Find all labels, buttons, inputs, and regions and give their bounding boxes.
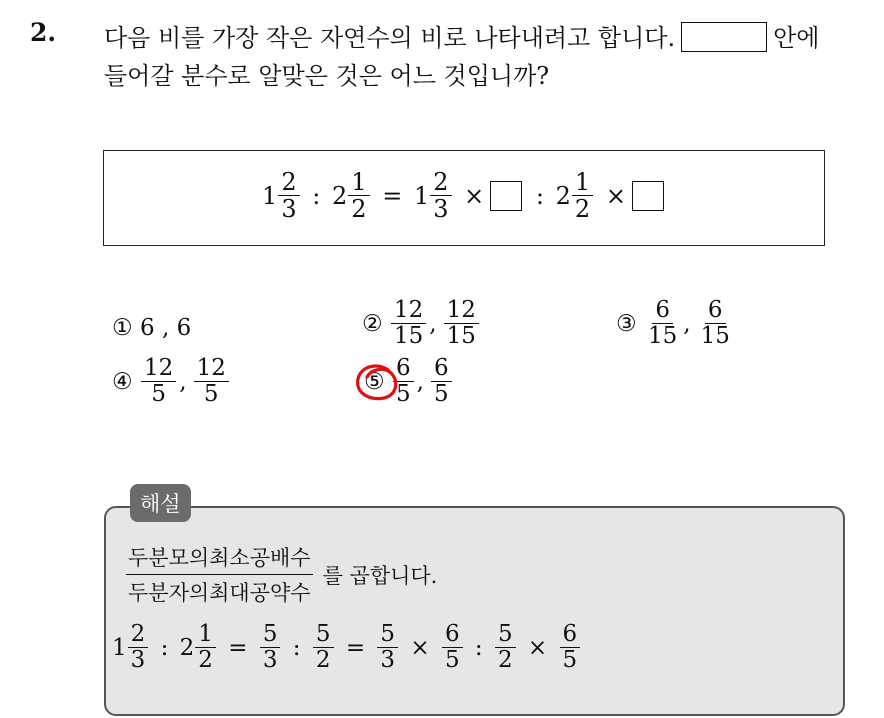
colon: : [474,634,483,661]
fraction [391,298,426,350]
times-sign: × [410,634,430,661]
fraction [572,169,593,223]
question-text-after-blank: 안에 [773,24,820,52]
option-number: ⑤ [364,368,385,395]
denominator: 3 [380,647,396,674]
solution-panel [104,506,845,716]
numerator: 6 [431,356,452,382]
fraction [645,298,680,350]
question-text-before-blank: 다음 비를 가장 작은 자연수의 비로 나타내려고 합니다. [104,24,676,52]
denominator: 2 [315,647,331,674]
question-text-line2: 들어갈 분수로 알맞은 것은 어느 것입니까? [104,62,550,90]
option-3[interactable] [616,298,734,350]
numerator: 6 [393,356,414,382]
denominator: 3 [130,647,146,674]
option-number: ② [362,310,383,337]
mixed-whole: 2 [555,181,571,210]
denominator: 5 [562,647,578,674]
fraction [430,169,451,223]
numerator: 6 [560,622,581,648]
fraction [128,622,149,674]
option-number: ④ [112,368,133,395]
separator: , [683,310,691,337]
separator: , [429,310,437,337]
denominator: 2 [351,195,367,224]
denominator: 3 [262,647,278,674]
numerator: 1 [348,169,369,196]
solution-explanation [126,542,437,607]
fraction [560,622,581,674]
equals-sign: = [345,634,366,661]
numerator: 12 [141,356,176,382]
times-sign: × [527,634,548,661]
numerator: 2 [278,169,299,196]
numerator: 5 [377,622,398,648]
times-sign: × [605,181,626,210]
explanation-text: 를 곱합니다. [322,563,438,588]
denominator: 3 [281,195,297,224]
equation-box [103,150,825,246]
denominator: 15 [394,323,424,350]
fraction [442,622,463,674]
answer-circle-mark [355,362,401,402]
fraction [313,622,334,674]
option-2[interactable] [362,298,480,350]
question-text-line1 [104,18,819,53]
numerator: 6 [442,622,463,648]
fraction [377,622,398,674]
numerator: 6 [652,298,673,324]
numerator: 5 [313,622,334,648]
colon: : [292,634,301,661]
fraction [195,622,216,674]
colon: : [312,181,321,210]
numerator: 2 [128,622,149,648]
mixed-whole: 1 [413,181,430,210]
question-number: 2. [30,18,57,47]
numerator: 5 [260,622,281,648]
equals-sign: = [382,181,403,210]
fraction [278,169,299,223]
mixed-whole: 1 [112,634,127,661]
option-number: ① [112,315,133,341]
solution-tag: 해설 [130,484,191,522]
numerator: 12 [194,356,229,382]
denominator: 2 [198,647,213,674]
mixed-whole: 1 [262,181,278,210]
colon: : [535,181,544,210]
numerator: 6 [705,298,726,324]
text-fraction-numerator: 두분모의최소공배수 [126,542,313,575]
fraction [260,622,281,674]
denominator: 15 [648,323,678,350]
option-4[interactable] [112,356,230,408]
numerator: 12 [444,298,479,324]
fraction [141,356,176,408]
denominator: 5 [203,381,219,408]
option-1[interactable] [112,314,191,341]
numerator: 1 [195,622,216,648]
times-sign: × [464,181,485,210]
numerator: 5 [495,622,516,648]
denominator: 15 [700,323,730,350]
fraction [444,298,479,350]
blank-square [632,181,664,211]
text-fraction-denominator: 두분자의최대공약수 [128,581,311,605]
ratio-equation [104,169,824,223]
solution-calculation [112,622,581,674]
denominator: 5 [433,381,449,408]
separator: , [179,368,187,395]
blank-square [490,181,522,211]
denominator: 5 [444,647,460,674]
mixed-whole: 2 [331,181,348,210]
answer-blank-box [681,22,767,52]
numerator: 2 [430,169,451,196]
text-fraction [126,542,313,607]
denominator: 2 [574,195,591,224]
colon: : [160,634,169,661]
denominator: 5 [396,381,411,408]
option-number: ③ [616,310,637,337]
separator: , [416,368,424,395]
option-text: 6 , 6 [140,315,192,341]
fraction [194,356,229,408]
denominator: 15 [446,323,476,350]
fraction [348,169,369,223]
fraction [431,356,452,408]
numerator: 1 [572,169,593,196]
equals-sign: = [228,634,248,661]
numerator: 12 [391,298,426,324]
denominator: 3 [433,195,449,224]
denominator: 2 [497,647,513,674]
fraction [495,622,516,674]
mixed-whole: 2 [179,634,195,661]
fraction [698,298,733,350]
denominator: 5 [151,381,166,408]
